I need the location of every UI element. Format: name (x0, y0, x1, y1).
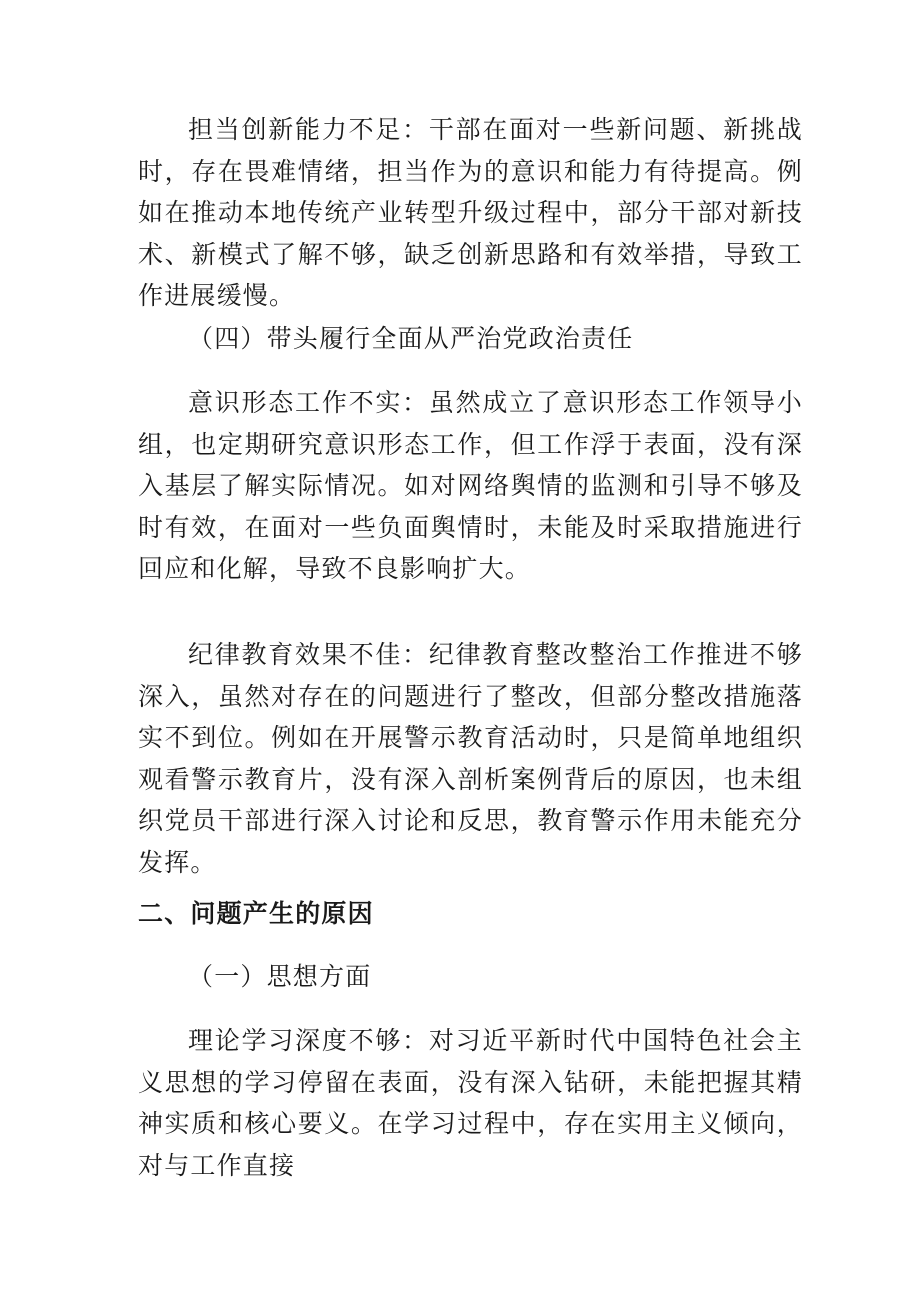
subheading-ideological-aspect: （一）思想方面 (188, 962, 372, 991)
subheading-party-responsibility: （四）带头履行全面从严治党政治责任 (188, 324, 634, 353)
paragraph-innovation-capacity: 担当创新能力不足：干部在面对一些新问题、新挑战时，存在畏难情绪，担当作为的意识和能力有待提高。例如在推动本地传统产业转型升级过程中，部分干部对新技术、新模式了解不够，缺乏创新思路和有效举措，导致工作进展缓慢。 (138, 115, 803, 310)
paragraph-ideology-work: 意识形态工作不实：虽然成立了意识形态工作领导小组，也定期研究意识形态工作，但工作浮于表面，没有深入基层了解实际情况。如对网络舆情的监测和引导不够及时有效，在面对一些负面舆情时，未能及时采取措施进行回应和化解，导致不良影响扩大。 (138, 388, 803, 583)
paragraph-theory-study: 理论学习深度不够：对习近平新时代中国特色社会主义思想的学习停留在表面，没有深入钻研，未能把握其精神实质和核心要义。在学习过程中，存在实用主义倾向，对与工作直接 (138, 1026, 803, 1180)
paragraph-discipline-education: 纪律教育效果不佳：纪律教育整改整治工作推进不够深入，虽然对存在的问题进行了整改，但部分整改措施落实不到位。例如在开展警示教育活动时，只是简单地组织观看警示教育片，没有深入剖析案例背后的原因，也未组织党员干部进行深入讨论和反思，教育警示作用未能充分发挥。 (138, 640, 803, 877)
section-heading-causes: 二、问题产生的原因 (138, 899, 374, 928)
